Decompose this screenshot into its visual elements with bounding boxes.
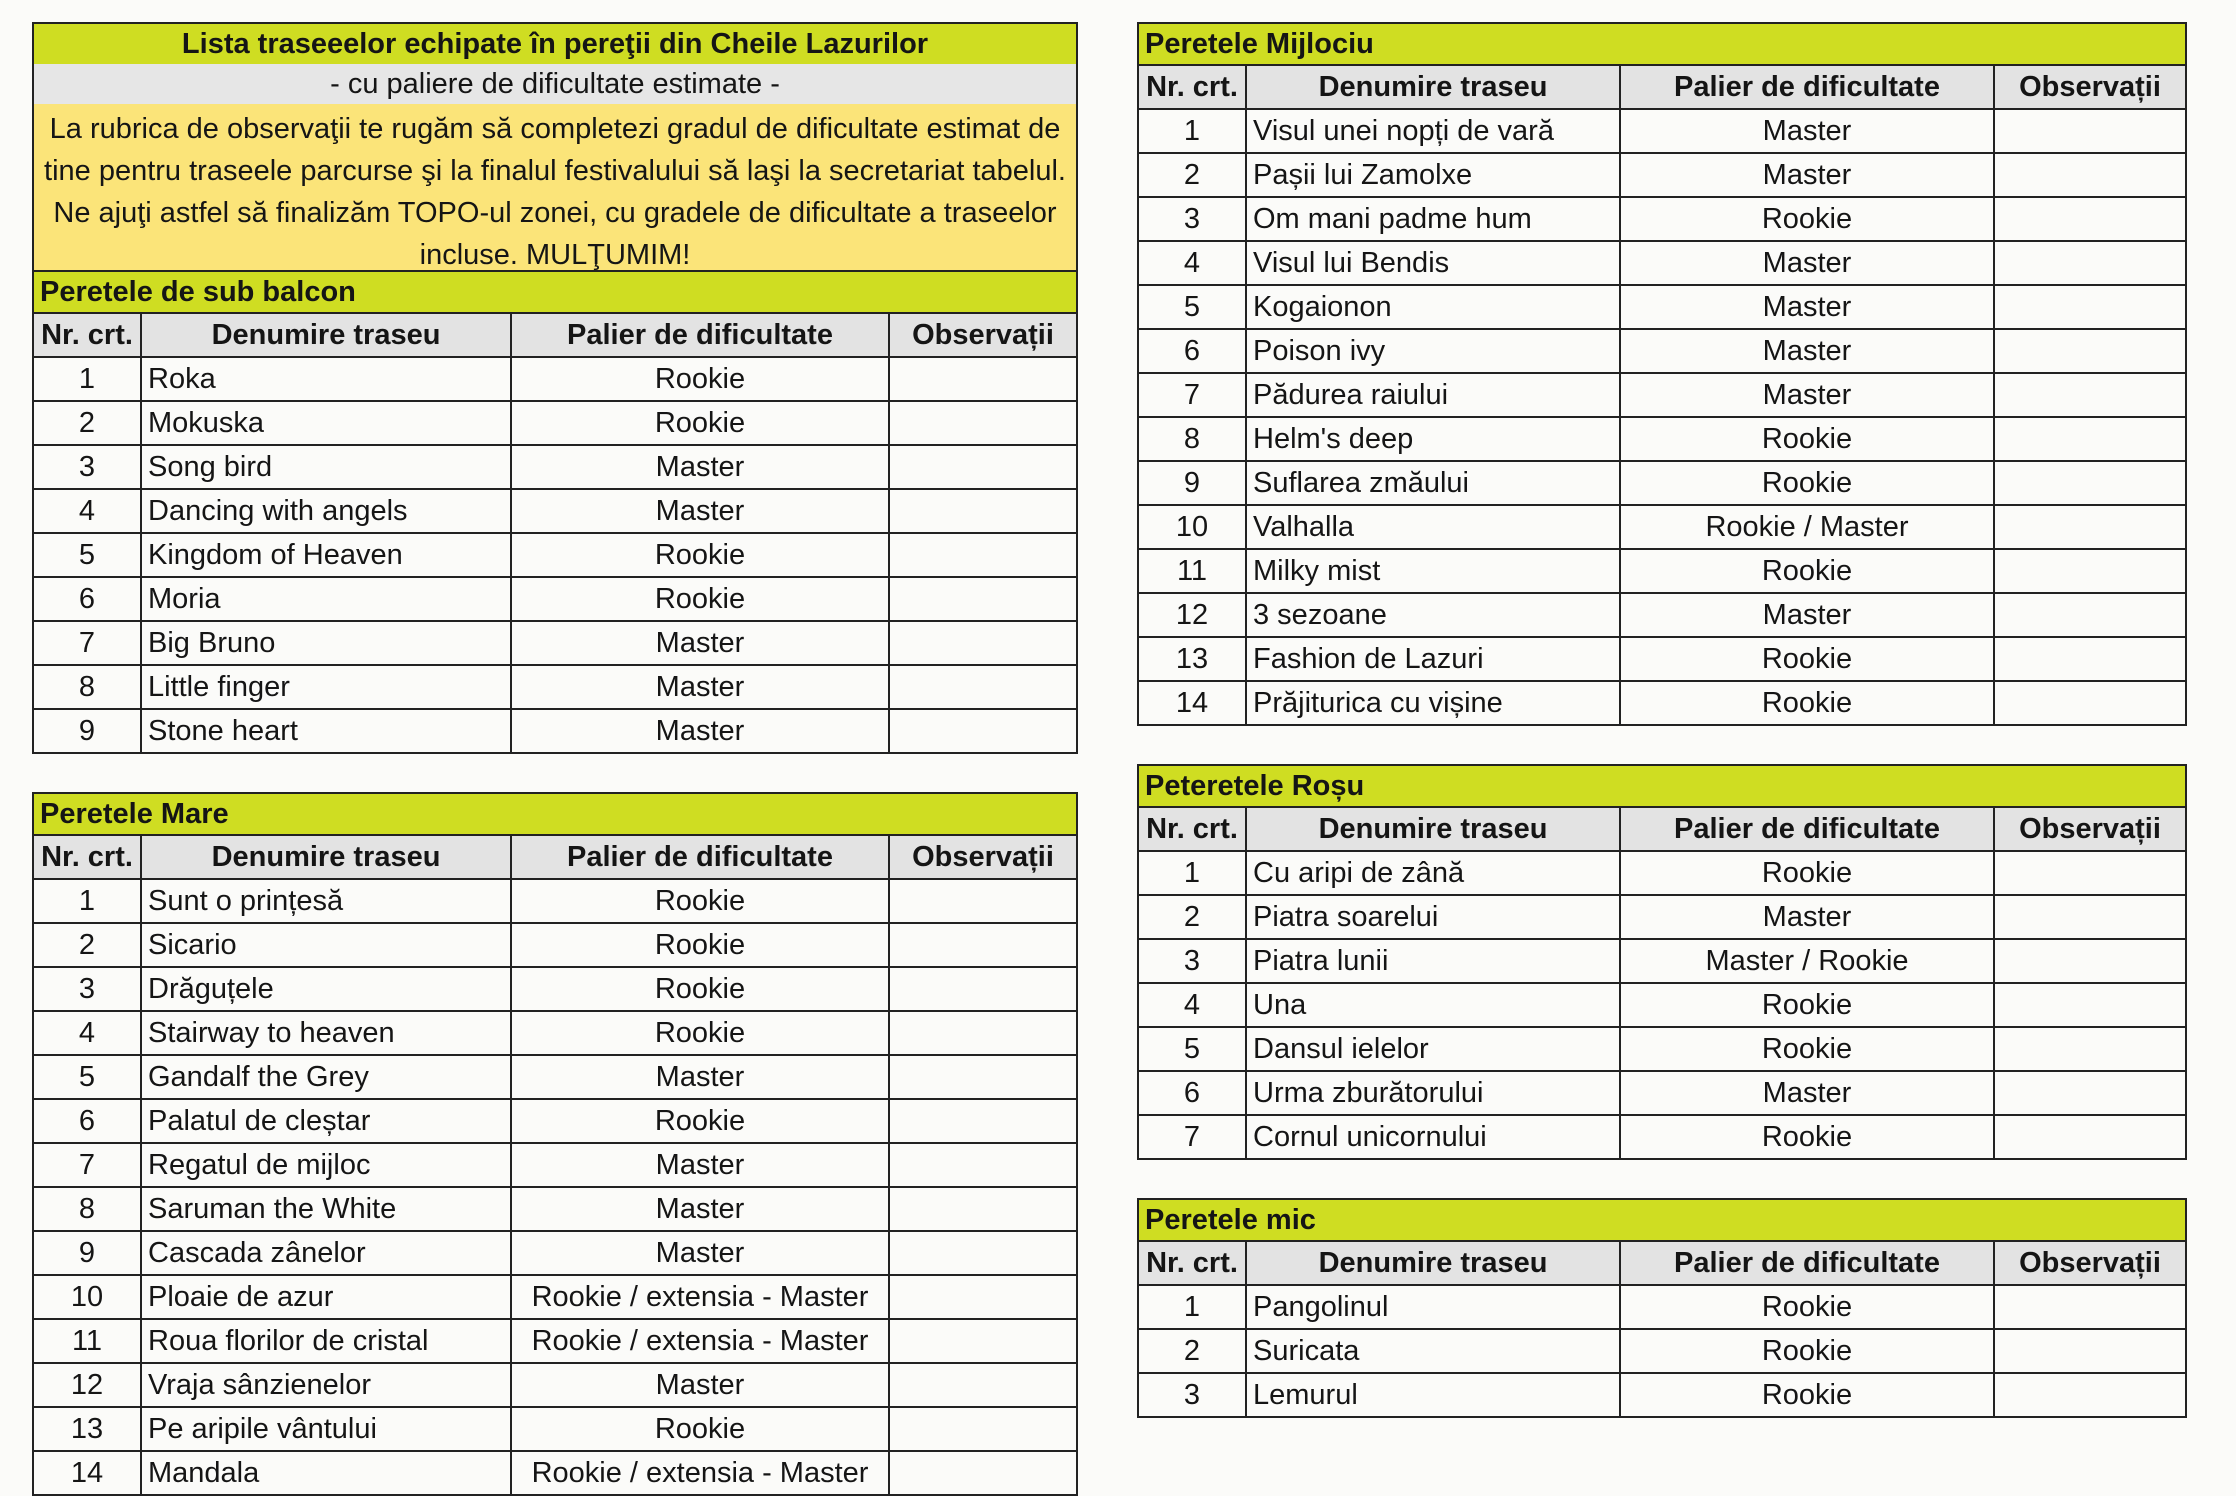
route-name: Song bird <box>141 445 511 489</box>
routes-table <box>32 834 1078 1496</box>
observations-cell[interactable] <box>889 1099 1077 1143</box>
header-nr: Nr. crt. <box>33 835 141 879</box>
table-row <box>33 1099 1077 1143</box>
observations-cell[interactable] <box>1994 153 2186 197</box>
table-row <box>33 489 1077 533</box>
route-name: Mokuska <box>141 401 511 445</box>
observations-cell[interactable] <box>1994 417 2186 461</box>
observations-cell[interactable] <box>1994 1285 2186 1329</box>
route-name: Dansul ielelor <box>1246 1027 1620 1071</box>
header-name: Denumire traseu <box>1246 807 1620 851</box>
route-name: Poison ivy <box>1246 329 1620 373</box>
observations-cell[interactable] <box>889 1055 1077 1099</box>
table-row <box>1138 895 2186 939</box>
route-name: Drăguțele <box>141 967 511 1011</box>
route-number: 3 <box>33 445 141 489</box>
route-difficulty: Master <box>1620 593 1994 637</box>
header-level: Palier de dificultate <box>1620 1241 1994 1285</box>
observations-cell[interactable] <box>1994 461 2186 505</box>
route-difficulty: Master <box>511 1143 889 1187</box>
route-number: 4 <box>1138 983 1246 1027</box>
left-column <box>32 22 1078 1496</box>
route-difficulty: Rookie / extensia - Master <box>511 1275 889 1319</box>
observations-cell[interactable] <box>1994 637 2186 681</box>
right-column <box>1137 22 2187 1418</box>
route-difficulty: Master <box>511 489 889 533</box>
route-name: Valhalla <box>1246 505 1620 549</box>
route-number: 6 <box>1138 1071 1246 1115</box>
observations-cell[interactable] <box>889 967 1077 1011</box>
route-number: 4 <box>33 1011 141 1055</box>
route-difficulty: Rookie <box>1620 461 1994 505</box>
header-observations: Observații <box>1994 65 2186 109</box>
header-level: Palier de dificultate <box>511 313 889 357</box>
route-name: Visul lui Bendis <box>1246 241 1620 285</box>
table-row <box>1138 329 2186 373</box>
route-difficulty: Rookie <box>1620 417 1994 461</box>
route-number: 5 <box>33 1055 141 1099</box>
route-name: Pașii lui Zamolxe <box>1246 153 1620 197</box>
table-row <box>33 967 1077 1011</box>
observations-cell[interactable] <box>1994 285 2186 329</box>
wall-sub-balcon <box>32 270 1078 754</box>
route-number: 12 <box>1138 593 1246 637</box>
route-difficulty: Rookie / Master <box>1620 505 1994 549</box>
route-difficulty: Rookie <box>1620 1373 1994 1417</box>
route-name: Cascada zânelor <box>141 1231 511 1275</box>
route-difficulty: Master / Rookie <box>1620 939 1994 983</box>
table-row <box>1138 983 2186 1027</box>
table-row <box>33 1275 1077 1319</box>
route-number: 7 <box>33 621 141 665</box>
observations-cell[interactable] <box>1994 241 2186 285</box>
observations-cell[interactable] <box>889 1231 1077 1275</box>
observations-cell[interactable] <box>889 533 1077 577</box>
table-row <box>1138 285 2186 329</box>
route-name: Sicario <box>141 923 511 967</box>
routes-table <box>32 312 1078 754</box>
route-difficulty: Rookie <box>1620 549 1994 593</box>
route-number: 1 <box>33 879 141 923</box>
header-observations: Observații <box>889 835 1077 879</box>
route-name: Visul unei nopți de vară <box>1246 109 1620 153</box>
observations-cell[interactable] <box>889 1011 1077 1055</box>
table-row <box>33 577 1077 621</box>
table-row <box>33 1011 1077 1055</box>
route-difficulty: Rookie <box>1620 637 1994 681</box>
route-difficulty: Master <box>1620 329 1994 373</box>
observations-cell[interactable] <box>1994 373 2186 417</box>
route-name: Moria <box>141 577 511 621</box>
route-difficulty: Rookie <box>1620 681 1994 725</box>
route-number: 7 <box>1138 373 1246 417</box>
observations-cell[interactable] <box>1994 549 2186 593</box>
observations-cell[interactable] <box>1994 939 2186 983</box>
table-row <box>33 1363 1077 1407</box>
route-number: 7 <box>1138 1115 1246 1159</box>
table-row <box>33 1451 1077 1495</box>
observations-cell[interactable] <box>1994 983 2186 1027</box>
wall-title: Peretele de sub balcon <box>32 270 1078 312</box>
table-row <box>33 533 1077 577</box>
table-row <box>1138 1373 2186 1417</box>
route-number: 5 <box>33 533 141 577</box>
header-nr: Nr. crt. <box>33 313 141 357</box>
header-nr: Nr. crt. <box>1138 1241 1246 1285</box>
route-difficulty: Master <box>511 1231 889 1275</box>
route-number: 6 <box>33 1099 141 1143</box>
observations-cell[interactable] <box>889 445 1077 489</box>
header-name: Denumire traseu <box>141 835 511 879</box>
route-name: Piatra soarelui <box>1246 895 1620 939</box>
route-name: Sunt o prințesă <box>141 879 511 923</box>
table-row <box>1138 505 2186 549</box>
wall-title: Peretele Mare <box>32 792 1078 834</box>
table-header-row <box>1138 1241 2186 1285</box>
route-number: 1 <box>1138 109 1246 153</box>
route-difficulty: Rookie <box>511 967 889 1011</box>
route-name: Regatul de mijloc <box>141 1143 511 1187</box>
header-name: Denumire traseu <box>141 313 511 357</box>
route-name: Kingdom of Heaven <box>141 533 511 577</box>
route-name: Prăjiturica cu vișine <box>1246 681 1620 725</box>
table-row <box>33 1407 1077 1451</box>
observations-cell[interactable] <box>889 1187 1077 1231</box>
table-row <box>1138 939 2186 983</box>
route-difficulty: Rookie <box>511 923 889 967</box>
route-name: 3 sezoane <box>1246 593 1620 637</box>
route-number: 1 <box>1138 851 1246 895</box>
header-nr: Nr. crt. <box>1138 807 1246 851</box>
route-name: Suricata <box>1246 1329 1620 1373</box>
route-difficulty: Rookie <box>511 401 889 445</box>
route-name: Fashion de Lazuri <box>1246 637 1620 681</box>
table-row <box>1138 373 2186 417</box>
route-difficulty: Master <box>1620 895 1994 939</box>
observations-cell[interactable] <box>889 577 1077 621</box>
observations-cell[interactable] <box>889 489 1077 533</box>
route-name: Pangolinul <box>1246 1285 1620 1329</box>
table-row <box>1138 637 2186 681</box>
table-row <box>1138 1071 2186 1115</box>
route-difficulty: Master <box>1620 373 1994 417</box>
observations-cell[interactable] <box>1994 329 2186 373</box>
header-level: Palier de dificultate <box>1620 807 1994 851</box>
instructions-note: La rubrica de observaţii te rugăm să completezi gradul de dificultate estimat de tine pentru traseele parcurse şi la finalul festivalului să laşi la secretariat tabelul. Ne ajuţi astfel să finalizăm TOPO-ul zonei, cu gradele de dificultate a traseelor incluse. MULŢUMIM! <box>32 104 1078 270</box>
route-name: Piatra lunii <box>1246 939 1620 983</box>
route-difficulty: Master <box>511 665 889 709</box>
route-difficulty: Rookie <box>511 533 889 577</box>
route-name: Gandalf the Grey <box>141 1055 511 1099</box>
route-difficulty: Master <box>1620 241 1994 285</box>
route-name: Little finger <box>141 665 511 709</box>
observations-cell[interactable] <box>1994 1115 2186 1159</box>
route-name: Stone heart <box>141 709 511 753</box>
route-number: 5 <box>1138 285 1246 329</box>
route-name: Pădurea raiului <box>1246 373 1620 417</box>
route-name: Mandala <box>141 1451 511 1495</box>
observations-cell[interactable] <box>889 1275 1077 1319</box>
observations-cell[interactable] <box>889 1451 1077 1495</box>
table-row <box>33 445 1077 489</box>
wall-mare <box>32 792 1078 1496</box>
table-row <box>1138 1285 2186 1329</box>
route-number: 6 <box>1138 329 1246 373</box>
route-number: 2 <box>33 923 141 967</box>
route-difficulty: Master <box>511 621 889 665</box>
route-number: 4 <box>1138 241 1246 285</box>
table-row <box>1138 1027 2186 1071</box>
route-number: 12 <box>33 1363 141 1407</box>
route-name: Kogaionon <box>1246 285 1620 329</box>
routes-table <box>1137 64 2187 726</box>
route-name: Palatul de cleștar <box>141 1099 511 1143</box>
route-number: 2 <box>1138 1329 1246 1373</box>
route-difficulty: Rookie / extensia - Master <box>511 1319 889 1363</box>
table-row <box>1138 549 2186 593</box>
route-difficulty: Rookie <box>511 1099 889 1143</box>
route-name: Milky mist <box>1246 549 1620 593</box>
table-header-row <box>33 313 1077 357</box>
table-row <box>1138 197 2186 241</box>
table-row <box>33 621 1077 665</box>
wall-title: Peretele Mijlociu <box>1137 22 2187 64</box>
route-difficulty: Rookie <box>1620 1027 1994 1071</box>
observations-cell[interactable] <box>1994 505 2186 549</box>
observations-cell[interactable] <box>889 401 1077 445</box>
route-number: 1 <box>1138 1285 1246 1329</box>
route-difficulty: Rookie <box>1620 1115 1994 1159</box>
observations-cell[interactable] <box>1994 895 2186 939</box>
route-difficulty: Master <box>1620 109 1994 153</box>
observations-cell[interactable] <box>1994 593 2186 637</box>
header-name: Denumire traseu <box>1246 1241 1620 1285</box>
route-name: Roua florilor de cristal <box>141 1319 511 1363</box>
table-row <box>1138 153 2186 197</box>
route-name: Cornul unicornului <box>1246 1115 1620 1159</box>
route-number: 1 <box>33 357 141 401</box>
route-difficulty: Master <box>511 1363 889 1407</box>
route-name: Suflarea zmăului <box>1246 461 1620 505</box>
route-name: Vraja sânzienelor <box>141 1363 511 1407</box>
route-name: Lemurul <box>1246 1373 1620 1417</box>
route-number: 11 <box>33 1319 141 1363</box>
wall-rosu <box>1137 764 2187 1160</box>
route-difficulty: Rookie <box>1620 1285 1994 1329</box>
table-row <box>33 401 1077 445</box>
table-row <box>33 1187 1077 1231</box>
observations-cell[interactable] <box>889 665 1077 709</box>
route-number: 3 <box>1138 939 1246 983</box>
route-name: Om mani padme hum <box>1246 197 1620 241</box>
route-number: 10 <box>1138 505 1246 549</box>
table-row <box>1138 851 2186 895</box>
route-difficulty: Master <box>1620 285 1994 329</box>
route-difficulty: Rookie <box>1620 983 1994 1027</box>
route-difficulty: Rookie <box>511 1407 889 1451</box>
table-header-row <box>1138 65 2186 109</box>
document-subtitle: - cu paliere de dificultate estimate - <box>32 64 1078 104</box>
route-number: 2 <box>33 401 141 445</box>
route-difficulty: Rookie <box>1620 851 1994 895</box>
observations-cell[interactable] <box>1994 851 2186 895</box>
observations-cell[interactable] <box>889 1363 1077 1407</box>
route-difficulty: Master <box>1620 153 1994 197</box>
observations-cell[interactable] <box>889 1407 1077 1451</box>
wall-mijlociu <box>1137 22 2187 726</box>
route-difficulty: Rookie / extensia - Master <box>511 1451 889 1495</box>
route-number: 3 <box>33 967 141 1011</box>
table-row <box>1138 593 2186 637</box>
header-observations: Observații <box>889 313 1077 357</box>
route-number: 9 <box>1138 461 1246 505</box>
observations-cell[interactable] <box>1994 109 2186 153</box>
observations-cell[interactable] <box>1994 197 2186 241</box>
route-name: Urma zburătorului <box>1246 1071 1620 1115</box>
observations-cell[interactable] <box>889 923 1077 967</box>
route-difficulty: Master <box>511 1055 889 1099</box>
route-number: 3 <box>1138 1373 1246 1417</box>
header-observations: Observații <box>1994 1241 2186 1285</box>
routes-table <box>1137 1240 2187 1418</box>
route-number: 10 <box>33 1275 141 1319</box>
table-row <box>33 923 1077 967</box>
wall-mic <box>1137 1198 2187 1418</box>
route-name: Ploaie de azur <box>141 1275 511 1319</box>
header-name: Denumire traseu <box>1246 65 1620 109</box>
header-observations: Observații <box>1994 807 2186 851</box>
route-number: 8 <box>33 1187 141 1231</box>
route-name: Roka <box>141 357 511 401</box>
route-number: 9 <box>33 1231 141 1275</box>
route-name: Cu aripi de zână <box>1246 851 1620 895</box>
route-number: 3 <box>1138 197 1246 241</box>
route-number: 5 <box>1138 1027 1246 1071</box>
route-number: 7 <box>33 1143 141 1187</box>
header-nr: Nr. crt. <box>1138 65 1246 109</box>
route-number: 13 <box>33 1407 141 1451</box>
table-row <box>33 1231 1077 1275</box>
route-name: Helm's deep <box>1246 417 1620 461</box>
route-number: 8 <box>33 665 141 709</box>
route-name: Pe aripile vântului <box>141 1407 511 1451</box>
route-difficulty: Rookie <box>1620 1329 1994 1373</box>
header-level: Palier de dificultate <box>511 835 889 879</box>
observations-cell[interactable] <box>1994 681 2186 725</box>
observations-cell[interactable] <box>1994 1329 2186 1373</box>
route-number: 2 <box>1138 895 1246 939</box>
route-name: Una <box>1246 983 1620 1027</box>
route-name: Big Bruno <box>141 621 511 665</box>
routes-table <box>1137 806 2187 1160</box>
table-header-row <box>1138 807 2186 851</box>
route-difficulty: Rookie <box>511 577 889 621</box>
route-difficulty: Rookie <box>511 879 889 923</box>
table-row <box>33 1319 1077 1363</box>
route-difficulty: Rookie <box>1620 197 1994 241</box>
wall-title: Peteretele Roșu <box>1137 764 2187 806</box>
table-row <box>1138 1329 2186 1373</box>
document-title: Lista traseeelor echipate în pereţii din Cheile Lazurilor <box>32 22 1078 64</box>
observations-cell[interactable] <box>1994 1027 2186 1071</box>
table-row <box>33 1055 1077 1099</box>
route-number: 13 <box>1138 637 1246 681</box>
route-number: 11 <box>1138 549 1246 593</box>
table-row <box>1138 1115 2186 1159</box>
route-name: Dancing with angels <box>141 489 511 533</box>
table-row <box>33 665 1077 709</box>
route-number: 8 <box>1138 417 1246 461</box>
table-row <box>33 357 1077 401</box>
observations-cell[interactable] <box>889 879 1077 923</box>
table-row <box>33 709 1077 753</box>
route-difficulty: Master <box>511 445 889 489</box>
observations-cell[interactable] <box>889 621 1077 665</box>
table-row <box>33 1143 1077 1187</box>
observations-cell[interactable] <box>889 357 1077 401</box>
route-number: 14 <box>33 1451 141 1495</box>
header-level: Palier de dificultate <box>1620 65 1994 109</box>
route-number: 2 <box>1138 153 1246 197</box>
table-row <box>1138 417 2186 461</box>
route-difficulty: Rookie <box>511 1011 889 1055</box>
observations-cell[interactable] <box>889 709 1077 753</box>
observations-cell[interactable] <box>1994 1071 2186 1115</box>
table-row <box>1138 109 2186 153</box>
route-difficulty: Master <box>511 1187 889 1231</box>
observations-cell[interactable] <box>889 1143 1077 1187</box>
route-difficulty: Master <box>1620 1071 1994 1115</box>
table-row <box>1138 241 2186 285</box>
route-name: Saruman the White <box>141 1187 511 1231</box>
wall-title: Peretele mic <box>1137 1198 2187 1240</box>
route-number: 6 <box>33 577 141 621</box>
route-number: 4 <box>33 489 141 533</box>
route-difficulty: Master <box>511 709 889 753</box>
table-header-row <box>33 835 1077 879</box>
route-number: 9 <box>33 709 141 753</box>
table-row <box>33 879 1077 923</box>
table-row <box>1138 681 2186 725</box>
observations-cell[interactable] <box>1994 1373 2186 1417</box>
route-name: Stairway to heaven <box>141 1011 511 1055</box>
route-number: 14 <box>1138 681 1246 725</box>
route-difficulty: Rookie <box>511 357 889 401</box>
table-row <box>1138 461 2186 505</box>
observations-cell[interactable] <box>889 1319 1077 1363</box>
